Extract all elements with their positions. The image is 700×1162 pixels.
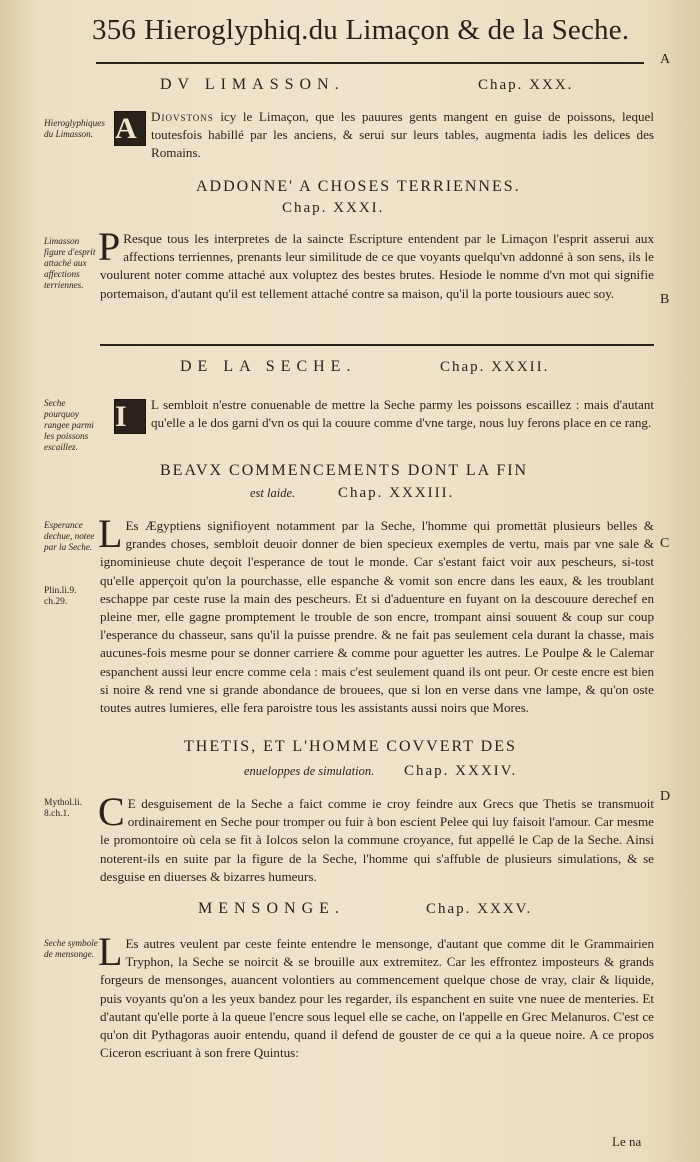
section-rule-1 (100, 344, 654, 346)
drop-cap-3: I (114, 399, 146, 434)
chapter-label-5: Chap. XXXIV. (404, 763, 518, 779)
chapter-label-3: Chap. XXXII. (440, 359, 550, 375)
page-number: 356 (92, 14, 137, 46)
section-title-5: THETIS, ET L'HOMME COVVERT DES (184, 738, 517, 755)
paragraph-6 (98, 929, 654, 1062)
margin-note-5: Mythol.li. 8.ch.1. (44, 798, 83, 819)
margin-note-6: Seche symbole de mensonge. (44, 938, 98, 959)
section-title-1: DV LIMASSON. (160, 76, 345, 93)
margin-citation-4: Plin.li.9. ch.29. (44, 586, 77, 607)
paragraph-text-4: Es Ægyptiens signifioyent notamment par la Seche, l'homme qui promettāt plusieurs belles & grandes choses, sembloit deuoir donner de bien specieux exemples de vertu, mais par vne sale & ignominieuse chute deçoit l'esperance de tout le monde. Car s'estant faict voir aux pescheurs, si-tost qu'elle apperçoit qu'on la pourchasse, elle espanche & vomit son encre dans les eaux, & les troublant eschappe par ceste ruse la main des pescheurs. Et si d'aduenture en fuyant on la descouure derechef en pleine mer, elle gagne promptement le trouble de son encre, trompant ainsi souuent & coup sur coup l'esperance du chasseur, sans qu'il la puisse prendre. & ne fait pas seulement cela durant la chasse, mais aucunes-fois mesme pour se donner carriere & comme pour aguetter les autres. Le Poulpe & le Calemar espanchent aussi leur encre comme cela : mais c'est seulement quand ils ont peur. Or ceste encre est bien si noire & rend vne si grande abondance de brouees, que si lon en verse dans vne lampe, & qu'on oste toutes autres lumieres, elle fera paroistre tous les assistants aussi noirs que Mores. (100, 518, 654, 716)
paragraph-text-3: L sembloit n'estre conuenable de mettre la Seche parmy les poissons escaillez : mais d'autant qu'elle a le dos garni d'vn os qui la couure comme d'vne targe, nous luy ferons place en ce rang. (151, 397, 654, 431)
paragraph-text-6: Es autres veulent par ceste feinte entendre le mensonge, d'autant que comme dit le Grammairien Tryphon, la Seche se noircit & se brouille aux extremitez. Car les effrontez imposteurs & grands forgeurs de mensonges, auancent volontiers au commencement quelque chose de vray, clair & liquide, puis voyants qu'on a les yeux bandez pour les regarder, ils espanchent en suite vne nuee de menteries. Et d'autant qu'elle porte à la queue l'encre sous lequel elle se cache, on l'appelle en Grec Melanuros. C'est ce qu'on dit Pythagoras auoir entendu, quand il defend de gouster de ce qui a la queue noire. A ce propos Ciceron escriuant à son frere Quintus: (100, 936, 654, 1061)
initial-letter-2: P (98, 224, 121, 269)
side-letter-c: C (660, 536, 670, 551)
catchword: Le na (612, 1134, 642, 1149)
running-header (92, 14, 652, 54)
drop-cap-1: A (114, 111, 146, 146)
paragraph-text-2: Resque tous les interpretes de la saincte Escripture entendent par le Limaçon l'esprit asserui aux affections terriennes, prenants leur similitude de ce que voyants quelqu'vn addonné à son sens, ils le voulurent noter comme attaché aux voluptez des bestes brutes. Hesiode le nomme d'vn mot qui signifie portemaison, d'autant qu'il est tellement attaché contre sa maison, qu'il la porte tousiours auec soy. (100, 231, 654, 301)
section-title-2: ADDONNE' A CHOSES TERRIENNES. (196, 178, 521, 195)
paragraph-text-1: icy le Limaçon, que les pauures gents mangent en guise de poissons, lequel toutesfois habillé par les anciens, & serui sur leurs tables, augmenta iadis les delices des Romains. (151, 109, 654, 161)
initial-letter-6: L (98, 929, 123, 974)
paragraph-5 (98, 789, 654, 886)
margin-note-3: Seche pourquoy rangee parmi les poissons escaillez. (44, 398, 94, 452)
first-word-1: Diovstons (151, 109, 214, 124)
paragraph-2 (98, 224, 654, 303)
margin-note-2: Limasson figure d'esprit attaché aux affections terriennes. (44, 236, 96, 290)
section-subtitle-5: enueloppes de simulation. (244, 764, 375, 778)
section-title-6: MENSONGE. (198, 900, 345, 917)
paragraph-1 (114, 108, 654, 163)
chapter-label-4: Chap. XXXIII. (338, 485, 455, 501)
chapter-label-2: Chap. XXXI. (282, 200, 385, 216)
side-letter-a: A (660, 52, 671, 67)
initial-letter-4: L (98, 511, 123, 556)
paragraph-4 (98, 511, 654, 717)
chapter-label-6: Chap. XXXV. (426, 901, 533, 917)
paragraph-3 (114, 396, 654, 434)
running-title: Hieroglyphiq.du Limaçon & de la Seche. (144, 14, 630, 46)
chapter-label-1: Chap. XXX. (478, 77, 574, 93)
paragraph-text-5: E desguisement de la Seche a faict comme ie croy feindre aux Grecs que Thetis se transmuoit ordinairement en Seche pour tromper ou fuir à bon escient Pelee qui luy faisoit l'amour. Car mesme le promontoire où cela se fit à Iolcos selon la commune croyance, fut appellé le Cap de la Seche. Ainsi noterent-ils en suite par la figure de la Seche, l'homme qui s'affuble de plusieurs simulations, & se desguise en diuerses & bizarres humeurs. (100, 796, 654, 884)
side-letter-d: D (660, 789, 671, 804)
initial-letter-5: C (98, 789, 125, 834)
side-letter-b: B (660, 292, 670, 307)
section-title-3: DE LA SECHE. (180, 358, 357, 375)
header-rule (96, 62, 644, 64)
section-title-4: BEAVX COMMENCEMENTS DONT LA FIN (160, 462, 529, 479)
margin-note-4: Esperance dechue, notee par la Seche. (44, 520, 95, 552)
margin-note-1: Hieroglyphiques du Limasson. (44, 118, 105, 139)
section-subtitle-4: est laide. (250, 486, 296, 500)
